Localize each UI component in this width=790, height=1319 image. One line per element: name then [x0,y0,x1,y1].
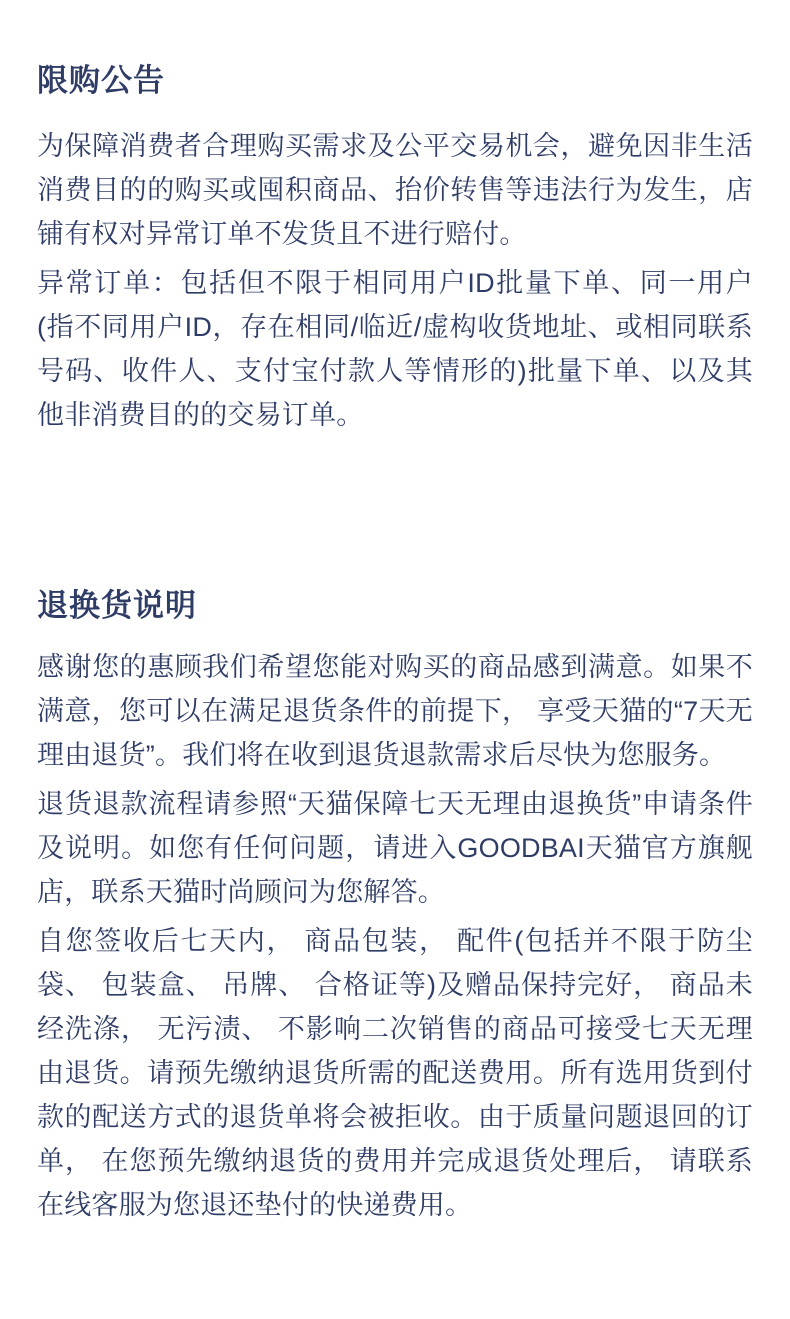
return-exchange-paragraph-1: 感谢您的惠顾我们希望您能对购买的商品感到满意。如果不满意，您可以在满足退货条件的前提下， 享受天猫的“7天无理由退货”。我们将在收到退货退款需求后尽快为您服务。 [37,652,753,770]
return-exchange-title: 退换货说明 [37,588,197,623]
section-purchase-limit-notice [37,62,753,437]
store-policy-page [0,62,790,1319]
return-exchange-paragraph-2: 退货退款流程请参照“天猫保障七天无理由退换货”申请条件及说明。如您有任何问题，请进入GOODBAI天猫官方旗舰店，联系天猫时尚顾问为您解答。 [37,789,753,907]
purchase-limit-paragraph-1: 为保障消费者合理购买需求及公平交易机会，避免因非生活消费目的的购买或囤积商品、抬价转售等违法行为发生，店铺有权对异常订单不发货且不进行赔付。 [37,131,753,249]
return-exchange-paragraph-3: 自您签收后七天内， 商品包装， 配件(包括并不限于防尘袋、 包装盒、 吊牌、 合格证等)及赠品保持完好， 商品未经洗涤， 无污渍、 不影响二次销售的商品可接受七天无理由退货。请预先缴纳退货所需的配送费用。所有选用货到付款的配送方式的退货单将会被拒收。由于质量问题退回的订单， 在您预先缴纳退货的费用并完成退货处理后， 请联系在线客服为您退还垫付的快递费用。 [37,926,753,1220]
purchase-limit-paragraph-2: 异常订单：包括但不限于相同用户ID批量下单、同一用户(指不同用户ID，存在相同/临近/虚构收货地址、或相同联系号码、收件人、支付宝付款人等情形的)批量下单、以及其他非消费目的的交易订单。 [37,268,753,430]
section-return-exchange-instructions [37,587,753,1227]
purchase-limit-title: 限购公告 [37,63,165,98]
